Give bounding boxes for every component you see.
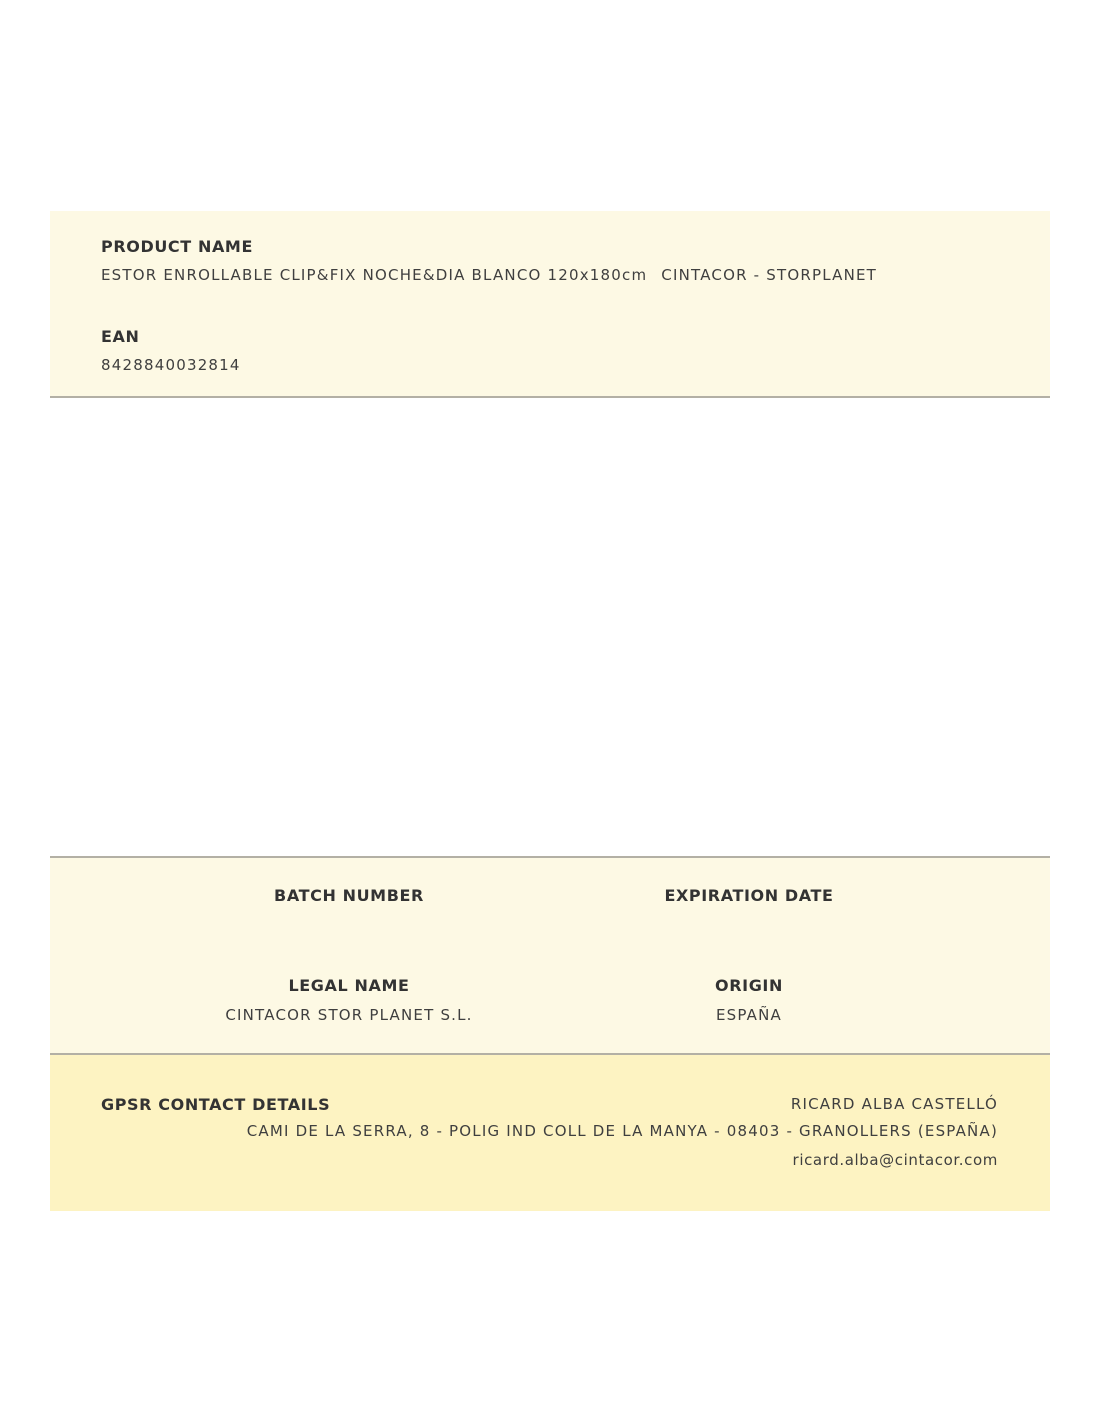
legal-name-value: CINTACOR STOR PLANET S.L.	[225, 1006, 473, 1024]
gpsr-contact-heading: GPSR CONTACT DETAILS	[101, 1095, 331, 1114]
details-panel	[50, 856, 1050, 1055]
origin-heading: ORIGIN	[715, 976, 783, 995]
origin-value: ESPAÑA	[715, 1006, 783, 1024]
contact-address: CAMI DE LA SERRA, 8 - POLIG IND COLL DE LA MANYA - 08403 - GRANOLLERS (ESPAÑA)	[246, 1122, 998, 1140]
product-name-heading: PRODUCT NAME	[101, 237, 253, 256]
batch-number-heading: BATCH NUMBER	[274, 886, 424, 905]
product-name-value: ESTOR ENROLLABLE CLIP&FIX NOCHE&DIA BLANCO 120x180cm	[101, 266, 648, 284]
expiration-date-heading: EXPIRATION DATE	[664, 886, 834, 905]
product-panel	[50, 211, 1050, 398]
ean-value: 8428840032814	[101, 356, 241, 374]
ean-heading: EAN	[101, 327, 140, 346]
product-brand-value: CINTACOR - STORPLANET	[661, 266, 878, 284]
contact-person: RICARD ALBA CASTELLÓ	[790, 1095, 998, 1113]
contact-email[interactable]: ricard.alba@cintacor.com	[792, 1151, 998, 1169]
legal-name-heading: LEGAL NAME	[288, 976, 410, 995]
product-name-row	[101, 266, 877, 284]
gpsr-contact-panel	[50, 1055, 1050, 1211]
